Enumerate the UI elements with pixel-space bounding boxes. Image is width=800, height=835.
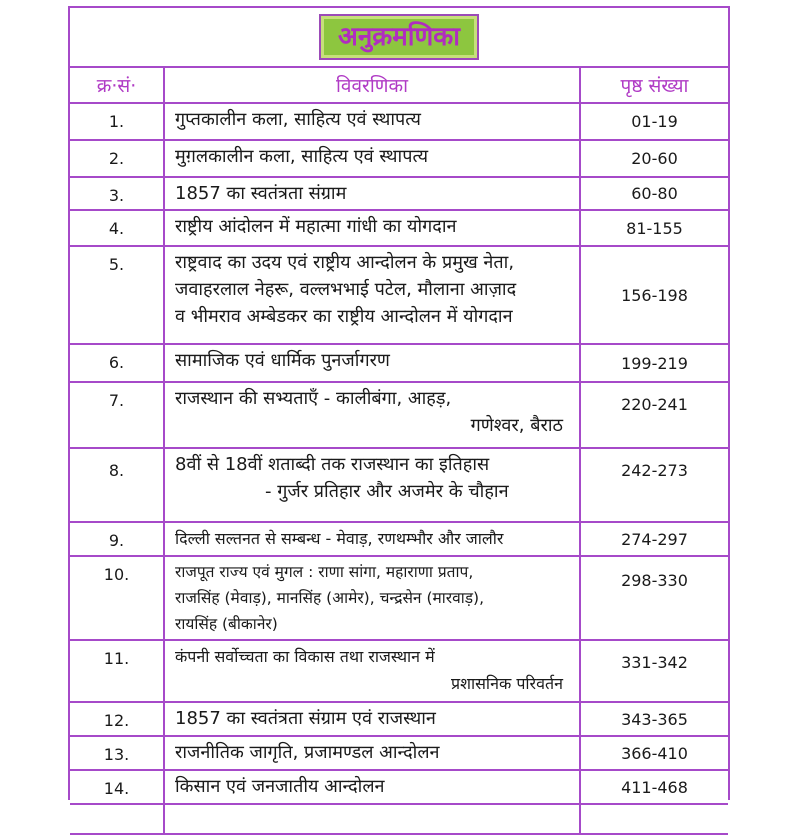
- serial-number: 4.: [70, 210, 164, 246]
- page-range: 242-273: [580, 448, 728, 522]
- page-range: 220-241: [580, 382, 728, 448]
- chapter-line: राजनीतिक जागृति, प्रजामण्डल आन्दोलन: [175, 742, 440, 763]
- page-range: 366-410: [580, 736, 728, 770]
- chapter-line: 1857 का स्वतंत्रता संग्राम एवं राजस्थान: [175, 708, 436, 729]
- pages-header: पृष्ठ संख्या: [580, 68, 728, 103]
- chapter-line: व भीमराव अम्बेडकर का राष्ट्रीय आन्दोलन में योगदान: [175, 306, 513, 327]
- page-range: 298-330: [580, 556, 728, 640]
- chapter-title: [164, 103, 580, 140]
- chapter-title: [164, 140, 580, 177]
- chapter-title: [164, 522, 580, 556]
- chapter-title: [164, 448, 580, 522]
- index-table: [70, 68, 728, 835]
- chapter-line: गुप्तकालीन कला, साहित्य एवं स्थापत्य: [175, 109, 421, 130]
- chapter-line: प्रशासनिक परिवर्तन: [450, 674, 563, 693]
- table-row: [70, 177, 728, 210]
- table-row: [70, 522, 728, 556]
- page-range: 343-365: [580, 702, 728, 736]
- chapter-line: 1857 का स्वतंत्रता संग्राम: [175, 183, 347, 204]
- chapter-title: [164, 702, 580, 736]
- table-row: [70, 344, 728, 382]
- chapter-title: [164, 770, 580, 804]
- chapter-title: [164, 344, 580, 382]
- header-row: [70, 68, 728, 103]
- serial-number: 3.: [70, 177, 164, 210]
- serial-number: 2.: [70, 140, 164, 177]
- chapter-title: [164, 246, 580, 344]
- serial-number: 8.: [70, 448, 164, 522]
- chapter-line: कंपनी सर्वोच्चता का विकास तथा राजस्थान में: [175, 647, 435, 666]
- chapter-title: [164, 382, 580, 448]
- chapter-line: रायसिंह (बीकानेर): [175, 615, 278, 633]
- chapter-line: - गुर्जर प्रतिहार और अजमेर के चौहान: [265, 481, 509, 502]
- table-row: [70, 103, 728, 140]
- page-title: अनुक्रमणिका: [321, 16, 477, 58]
- chapter-title: [164, 640, 580, 702]
- serial-number: 10.: [70, 556, 164, 640]
- table-row: [70, 556, 728, 640]
- chapter-title: [164, 210, 580, 246]
- serial-number: 12.: [70, 702, 164, 736]
- chapter-line: 8वीं से 18वीं शताब्दी तक राजस्थान का इतिहास: [175, 454, 490, 475]
- table-row: [70, 382, 728, 448]
- table-row: [70, 736, 728, 770]
- table-row: [70, 140, 728, 177]
- serial-number: 7.: [70, 382, 164, 448]
- table-row: [70, 804, 728, 834]
- page-range: 01-19: [580, 103, 728, 140]
- chapter-line: किसान एवं जनजातीय आन्दोलन: [175, 776, 385, 797]
- chapter-title: [164, 556, 580, 640]
- table-row: [70, 246, 728, 344]
- chapter-line: राष्ट्रवाद का उदय एवं राष्ट्रीय आन्दोलन के प्रमुख नेता,: [175, 252, 515, 273]
- chapter-line: सामाजिक एवं धार्मिक पुनर्जागरण: [175, 350, 390, 371]
- chapter-title: [164, 736, 580, 770]
- chapter-title: [164, 177, 580, 210]
- table-row: [70, 210, 728, 246]
- description-header: विवरणिका: [164, 68, 580, 103]
- page-range: 411-468: [580, 770, 728, 804]
- table-row: [70, 640, 728, 702]
- chapter-line: राजपूत राज्य एवं मुगल : राणा सांगा, महाराणा प्रताप,: [175, 563, 474, 581]
- page-range: 331-342: [580, 640, 728, 702]
- page-range: 81-155: [580, 210, 728, 246]
- page-range: 60-80: [580, 177, 728, 210]
- serial-number: 9.: [70, 522, 164, 556]
- serial-number: 1.: [70, 103, 164, 140]
- page-range: 20-60: [580, 140, 728, 177]
- serial-number: 14.: [70, 770, 164, 804]
- chapter-line: जवाहरलाल नेहरू, वल्लभभाई पटेल, मौलाना आज़ाद: [175, 279, 517, 300]
- title-row: [70, 8, 728, 68]
- chapter-line: दिल्ली सल्तनत से सम्बन्ध - मेवाड़, रणथम्भौर और जालौर: [175, 529, 504, 548]
- index-page: [68, 6, 730, 800]
- chapter-line: राष्ट्रीय आंदोलन में महात्मा गांधी का योगदान: [175, 216, 457, 237]
- chapter-line: गणेश्वर, बैराठ: [470, 415, 563, 436]
- table-row: [70, 770, 728, 804]
- table-row: [70, 448, 728, 522]
- page-range: 199-219: [580, 344, 728, 382]
- serial-number: 6.: [70, 344, 164, 382]
- serial-number: 13.: [70, 736, 164, 770]
- serial-header: क्र·सं·: [70, 68, 164, 103]
- serial-number: 5.: [70, 246, 164, 344]
- chapter-line: मुग़लकालीन कला, साहित्य एवं स्थापत्य: [175, 146, 429, 167]
- page-range: 274-297: [580, 522, 728, 556]
- chapter-line: राजसिंह (मेवाड़), मानसिंह (आमेर), चन्द्रसेन (मारवाड़),: [175, 589, 485, 607]
- page-range: 156-198: [580, 246, 728, 344]
- chapter-line: राजस्थान की सभ्यताएँ - कालीबंगा, आहड़,: [175, 388, 452, 409]
- table-row: [70, 702, 728, 736]
- serial-number: 11.: [70, 640, 164, 702]
